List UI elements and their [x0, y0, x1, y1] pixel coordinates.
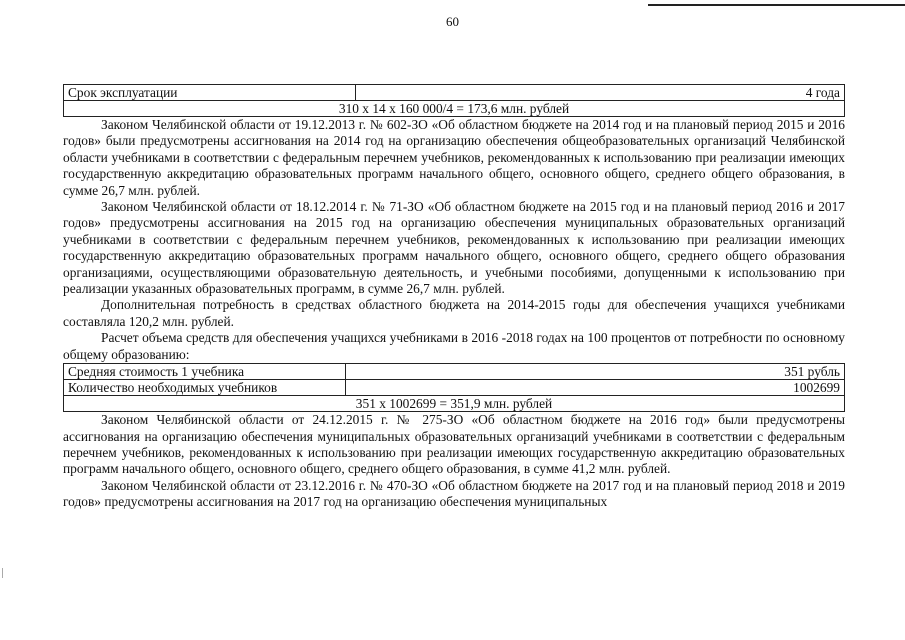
- table-row: [64, 396, 845, 412]
- table-cell-label: Средняя стоимость 1 учебника: [64, 364, 346, 380]
- service-life-table: [63, 84, 845, 117]
- table-cell-label: Количество необходимых учебников: [64, 380, 346, 396]
- paragraph: Дополнительная потребность в средствах областного бюджета на 2014-2015 годы для обеспечения учащихся учебниками составляла 120,2 млн. рублей.: [63, 297, 845, 329]
- table-row: [64, 85, 845, 101]
- textbook-cost-table: [63, 363, 845, 412]
- formula-cell: 310 х 14 х 160 000/4 = 173,6 млн. рублей: [64, 101, 845, 117]
- page-number: 60: [446, 14, 459, 29]
- paragraph: Законом Челябинской области от 24.12.2015 г. № 275-ЗО «Об областном бюджете на 2016 год» были предусмотрены ассигнования на организацию обеспечения муниципальных образовательных организаций учебниками в соответствии с федеральным перечнем учебников, рекомендованных к использованию при реализации имеющих государственную аккредитацию образовательных программ начального общего, основного общего, среднего общего образования, в сумме 41,2 млн. рублей.: [63, 412, 845, 477]
- paragraph: Законом Челябинской области от 23.12.2016 г. № 470-ЗО «Об областном бюджете на 2017 год и на плановый период 2018 и 2019 годов» предусмотрены ассигнования на 2017 год на организацию обеспечения муниципальных: [63, 477, 845, 510]
- table-cell-value: 4 года: [356, 85, 845, 101]
- table-cell-value: 1002699: [346, 380, 845, 396]
- paragraph: Законом Челябинской области от 18.12.2014 г. № 71-ЗО «Об областном бюджете на 2015 год и на плановый период 2016 и 2017 годов» предусмотрены ассигнования на 2015 год на организацию обеспечения муниципальных образовательных организаций учебниками в соответствии с федеральным перечнем учебников, рекомендованных к использованию при реализации имеющих государственную аккредитацию образовательных программ начального общего, основного общего, среднего общего образования организациями, осуществляющими образовательную деятельность, и учебными пособиями, допущенными к использованию при реализации указанных образовательных программ, в сумме 26,7 млн. рублей.: [63, 199, 845, 297]
- document-body: [63, 84, 845, 511]
- paragraph: Расчет объема средств для обеспечения учащихся учебниками в 2016 -2018 годах на 100 процентов от потребности по основному общему образованию:: [63, 330, 845, 362]
- top-border-rule: [648, 4, 905, 6]
- formula-cell: 351 х 1002699 = 351,9 млн. рублей: [64, 396, 845, 412]
- table-row: [64, 101, 845, 117]
- table-cell-value: 351 рубль: [346, 364, 845, 380]
- table-cell-label: Срок эксплуатации: [64, 85, 356, 101]
- table-row: [64, 380, 845, 396]
- table-row: [64, 364, 845, 380]
- scan-artifact: [2, 568, 3, 578]
- paragraph: Законом Челябинской области от 19.12.2013 г. № 602-ЗО «Об областном бюджете на 2014 год и на плановый период 2015 и 2016 годов» были предусмотрены ассигнования на 2014 год на организацию обеспечения общеобразовательных организаций Челябинской области учебниками в соответствии с федеральным перечнем учебников, рекомендованных к использованию при реализации имеющих государственную аккредитацию образовательных программ начального общего, основного общего, среднего общего образования, в сумме 26,7 млн. рублей.: [63, 117, 845, 198]
